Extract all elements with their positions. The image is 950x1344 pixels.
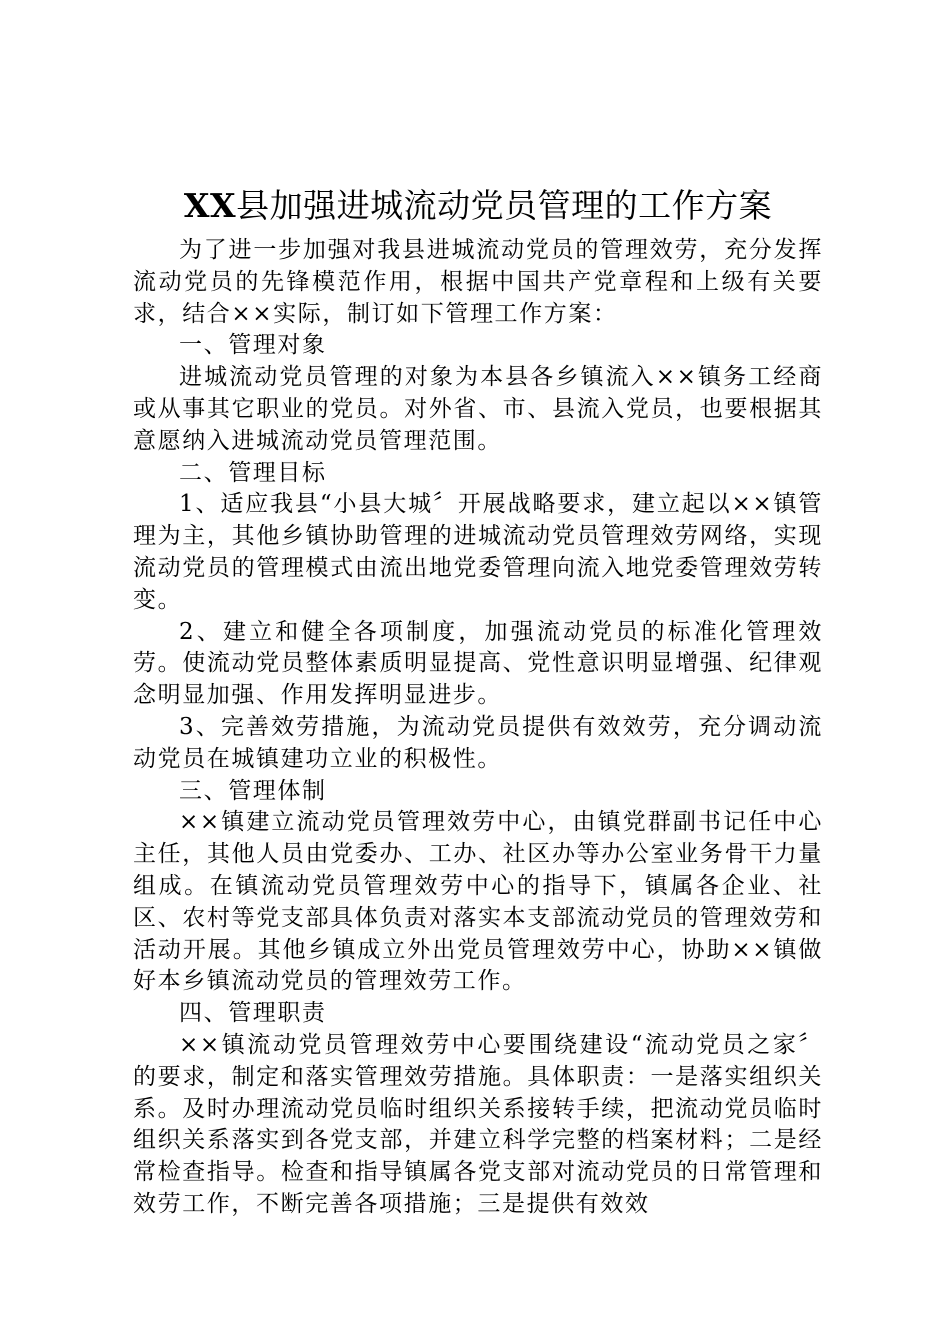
title-prefix: XX (183, 186, 237, 225)
section-heading-management-object: 一、管理对象 (179, 332, 327, 359)
document-title (133, 183, 823, 229)
title-main: 县加强进城流动党员管理的工作方案 (236, 186, 773, 225)
goal-item-1: 1、适应我县“小县大城〞开展战略要求，建立起以××镇管理为主，其他乡镇协助管理的进城流动党员管理效劳网络，实现流动党员的管理模式由流出地党委管理向流入地党委管理效劳转变。 (133, 491, 823, 613)
document-page (133, 183, 823, 1221)
intro-paragraph: 为了进一步加强对我县进城流动党员的管理效劳，充分发挥流动党员的先锋模范作用，根据中国共产党章程和上级有关要求，结合××实际，制订如下管理工作方案： (133, 237, 823, 327)
section-heading-management-goals: 二、管理目标 (179, 459, 327, 486)
section-heading-management-system: 三、管理体制 (179, 777, 327, 804)
document-body (133, 235, 823, 1221)
goal-item-2: 2、建立和健全各项制度，加强流动党员的标准化管理效劳。使流动党员整体素质明显提高、党性意识明显增强、纪律观念明显加强、作用发挥明显进步。 (133, 618, 823, 709)
body-paragraph: ××镇建立流动党员管理效劳中心，由镇党群副书记任中心主任，其他人员由党委办、工办、社区办等办公室业务骨干力量组成。在镇流动党员管理效劳中心的指导下，镇属各企业、社区、农村等党支部具体负责对落实本支部流动党员的管理效劳和活动开展。其他乡镇成立外出党员管理效劳中心，协助××镇做好本乡镇流动党员的管理效劳工作。 (133, 809, 823, 995)
body-paragraph: 进城流动党员管理的对象为本县各乡镇流入××镇务工经商或从事其它职业的党员。对外省、市、县流入党员，也要根据其意愿纳入进城流动党员管理范围。 (133, 364, 823, 454)
section-heading-management-duties: 四、管理职责 (179, 1000, 327, 1027)
goal-item-3: 3、完善效劳措施，为流动党员提供有效效劳，充分调动流动党员在城镇建功立业的积极性。 (133, 713, 823, 772)
body-paragraph: ××镇流动党员管理效劳中心要围绕建设“流动党员之家〞的要求，制定和落实管理效劳措施。具体职责：一是落实组织关系。及时办理流动党员临时组织关系接转手续，把流动党员临时组织关系落实到各党支部，并建立科学完整的档案材料；二是经常检查指导。检查和指导镇属各党支部对流动党员的日常管理和效劳工作，不断完善各项措施；三是提供有效效 (133, 1031, 823, 1217)
